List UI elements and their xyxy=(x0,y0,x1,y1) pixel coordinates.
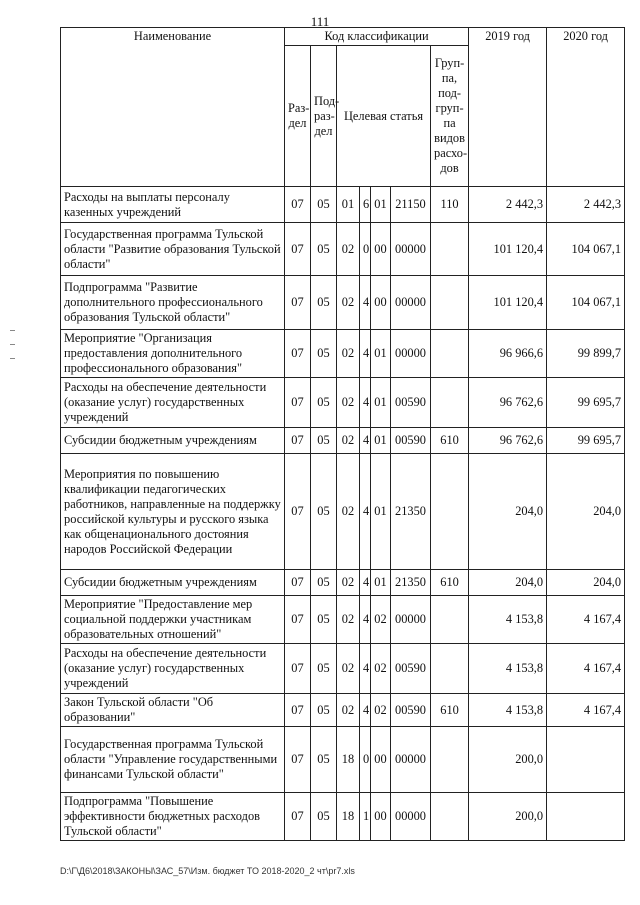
header-year-2019: 2019 год xyxy=(469,28,547,187)
budget-table xyxy=(60,27,625,841)
cell-podrazdel: 05 xyxy=(311,276,337,330)
cell-target-program: 02 xyxy=(337,276,360,330)
cell-target-program: 01 xyxy=(337,187,360,223)
cell-amount-2020: 104 067,1 xyxy=(547,276,625,330)
cell-expense-group xyxy=(431,454,469,570)
cell-amount-2020: 99 695,7 xyxy=(547,378,625,428)
header-target-article: Целевая статья xyxy=(337,46,431,187)
cell-target-event: 00 xyxy=(371,793,391,841)
cell-amount-2019: 96 762,6 xyxy=(469,378,547,428)
cell-amount-2020 xyxy=(547,793,625,841)
cell-target-program: 02 xyxy=(337,223,360,276)
table-row xyxy=(61,793,625,841)
cell-expense-group: 610 xyxy=(431,428,469,454)
cell-podrazdel: 05 xyxy=(311,596,337,644)
cell-target-subprogram: 1 xyxy=(360,793,371,841)
margin-mark xyxy=(10,358,15,359)
cell-name: Закон Тульской области "Об образовании" xyxy=(61,694,285,727)
cell-amount-2020: 204,0 xyxy=(547,454,625,570)
footer-file-path: D:\Г\Д6\2018\ЗАКОНЫ\ЗАС_57\Изм. бюджет ТО 2018-2020_2 чт\pr7.xls xyxy=(60,866,355,876)
cell-target-event: 02 xyxy=(371,644,391,694)
cell-name: Подпрограмма "Развитие дополнительного профессионального образования Тульской области" xyxy=(61,276,285,330)
page-number: 111 xyxy=(310,14,330,29)
header-razdel: Раз- дел xyxy=(285,46,311,187)
cell-podrazdel: 05 xyxy=(311,793,337,841)
cell-target-subprogram: 4 xyxy=(360,378,371,428)
cell-target-direction: 21150 xyxy=(391,187,431,223)
cell-target-subprogram: 4 xyxy=(360,454,371,570)
cell-expense-group xyxy=(431,378,469,428)
cell-razdel: 07 xyxy=(285,644,311,694)
cell-target-subprogram: 4 xyxy=(360,330,371,378)
cell-expense-group: 610 xyxy=(431,694,469,727)
cell-target-subprogram: 4 xyxy=(360,428,371,454)
cell-target-direction: 21350 xyxy=(391,454,431,570)
cell-razdel: 07 xyxy=(285,570,311,596)
cell-target-subprogram: 4 xyxy=(360,570,371,596)
cell-razdel: 07 xyxy=(285,276,311,330)
header-code: Код классификации xyxy=(285,28,469,46)
cell-name: Мероприятие "Организация предоставления дополнительного профессионального образования" xyxy=(61,330,285,378)
cell-amount-2019: 4 153,8 xyxy=(469,694,547,727)
cell-target-program: 02 xyxy=(337,330,360,378)
cell-target-event: 00 xyxy=(371,276,391,330)
cell-amount-2019: 2 442,3 xyxy=(469,187,547,223)
cell-expense-group: 110 xyxy=(431,187,469,223)
cell-target-direction: 00000 xyxy=(391,727,431,793)
cell-razdel: 07 xyxy=(285,454,311,570)
cell-name: Подпрограмма "Повышение эффективности бюджетных расходов Тульской области" xyxy=(61,793,285,841)
cell-expense-group xyxy=(431,330,469,378)
cell-amount-2020: 104 067,1 xyxy=(547,223,625,276)
cell-expense-group xyxy=(431,644,469,694)
cell-razdel: 07 xyxy=(285,187,311,223)
cell-podrazdel: 05 xyxy=(311,694,337,727)
cell-razdel: 07 xyxy=(285,428,311,454)
cell-target-program: 18 xyxy=(337,793,360,841)
cell-amount-2019: 204,0 xyxy=(469,570,547,596)
table-body xyxy=(61,187,625,841)
cell-podrazdel: 05 xyxy=(311,330,337,378)
cell-podrazdel: 05 xyxy=(311,644,337,694)
cell-target-program: 02 xyxy=(337,644,360,694)
cell-amount-2020: 2 442,3 xyxy=(547,187,625,223)
cell-target-event: 01 xyxy=(371,330,391,378)
cell-target-direction: 00000 xyxy=(391,276,431,330)
cell-expense-group xyxy=(431,223,469,276)
table-row xyxy=(61,223,625,276)
cell-target-direction: 00590 xyxy=(391,694,431,727)
cell-target-program: 02 xyxy=(337,570,360,596)
header-year-2020: 2020 год xyxy=(547,28,625,187)
cell-razdel: 07 xyxy=(285,378,311,428)
cell-amount-2019: 200,0 xyxy=(469,727,547,793)
cell-target-event: 02 xyxy=(371,694,391,727)
cell-razdel: 07 xyxy=(285,793,311,841)
cell-target-direction: 00590 xyxy=(391,378,431,428)
cell-podrazdel: 05 xyxy=(311,223,337,276)
table-row xyxy=(61,428,625,454)
table-row xyxy=(61,454,625,570)
cell-target-program: 02 xyxy=(337,454,360,570)
cell-amount-2019: 204,0 xyxy=(469,454,547,570)
cell-podrazdel: 05 xyxy=(311,727,337,793)
cell-expense-group xyxy=(431,727,469,793)
table-row xyxy=(61,330,625,378)
table-row xyxy=(61,727,625,793)
cell-amount-2019: 4 153,8 xyxy=(469,644,547,694)
cell-expense-group xyxy=(431,276,469,330)
cell-target-direction: 00590 xyxy=(391,644,431,694)
cell-expense-group xyxy=(431,793,469,841)
cell-target-direction: 00000 xyxy=(391,596,431,644)
cell-podrazdel: 05 xyxy=(311,570,337,596)
cell-amount-2019: 101 120,4 xyxy=(469,223,547,276)
cell-name: Мероприятия по повышению квалификации педагогических работников, направленные на поддержку российской культуры и русского языка как общенационального достояния народов Российской Федерации xyxy=(61,454,285,570)
cell-amount-2019: 101 120,4 xyxy=(469,276,547,330)
header-name: Наименование xyxy=(61,28,285,187)
cell-name: Государственная программа Тульской области "Управление государственными финансами Тульской области" xyxy=(61,727,285,793)
cell-amount-2019: 96 762,6 xyxy=(469,428,547,454)
cell-name: Субсидии бюджетным учреждениям xyxy=(61,570,285,596)
cell-expense-group: 610 xyxy=(431,570,469,596)
cell-target-event: 01 xyxy=(371,187,391,223)
cell-target-direction: 21350 xyxy=(391,570,431,596)
table-row xyxy=(61,694,625,727)
margin-mark xyxy=(10,330,15,331)
cell-podrazdel: 05 xyxy=(311,454,337,570)
cell-amount-2020: 99 899,7 xyxy=(547,330,625,378)
cell-target-event: 01 xyxy=(371,428,391,454)
table-row xyxy=(61,644,625,694)
cell-target-subprogram: 4 xyxy=(360,694,371,727)
cell-podrazdel: 05 xyxy=(311,378,337,428)
cell-target-direction: 00000 xyxy=(391,793,431,841)
cell-amount-2020 xyxy=(547,727,625,793)
cell-razdel: 07 xyxy=(285,727,311,793)
cell-razdel: 07 xyxy=(285,330,311,378)
cell-target-event: 01 xyxy=(371,454,391,570)
cell-amount-2020: 4 167,4 xyxy=(547,596,625,644)
cell-expense-group xyxy=(431,596,469,644)
cell-target-event: 01 xyxy=(371,378,391,428)
cell-razdel: 07 xyxy=(285,223,311,276)
cell-target-direction: 00000 xyxy=(391,330,431,378)
cell-target-program: 02 xyxy=(337,378,360,428)
cell-name: Расходы на выплаты персоналу казенных учреждений xyxy=(61,187,285,223)
cell-target-subprogram: 0 xyxy=(360,223,371,276)
header-podrazdel: Под- раз- дел xyxy=(311,46,337,187)
cell-target-subprogram: 0 xyxy=(360,727,371,793)
cell-amount-2020: 4 167,4 xyxy=(547,644,625,694)
table-row xyxy=(61,596,625,644)
cell-target-program: 02 xyxy=(337,428,360,454)
cell-target-event: 01 xyxy=(371,570,391,596)
table-row xyxy=(61,187,625,223)
table-row xyxy=(61,378,625,428)
cell-podrazdel: 05 xyxy=(311,428,337,454)
cell-amount-2020: 4 167,4 xyxy=(547,694,625,727)
cell-target-event: 02 xyxy=(371,596,391,644)
cell-podrazdel: 05 xyxy=(311,187,337,223)
cell-target-program: 18 xyxy=(337,727,360,793)
cell-target-subprogram: 6 xyxy=(360,187,371,223)
cell-razdel: 07 xyxy=(285,596,311,644)
cell-amount-2019: 4 153,8 xyxy=(469,596,547,644)
cell-target-event: 00 xyxy=(371,727,391,793)
cell-target-event: 00 xyxy=(371,223,391,276)
cell-target-subprogram: 4 xyxy=(360,596,371,644)
cell-name: Государственная программа Тульской области "Развитие образования Тульской области" xyxy=(61,223,285,276)
header-expense-group: Груп- па, под- груп- па видов расхо- дов xyxy=(431,46,469,187)
cell-amount-2020: 204,0 xyxy=(547,570,625,596)
table-row xyxy=(61,570,625,596)
cell-name: Мероприятие "Предоставление мер социальной поддержки участникам образовательных отношений" xyxy=(61,596,285,644)
cell-target-subprogram: 4 xyxy=(360,644,371,694)
cell-name: Субсидии бюджетным учреждениям xyxy=(61,428,285,454)
cell-amount-2019: 96 966,6 xyxy=(469,330,547,378)
table-row xyxy=(61,276,625,330)
cell-target-direction: 00590 xyxy=(391,428,431,454)
cell-name: Расходы на обеспечение деятельности (оказание услуг) государственных учреждений xyxy=(61,644,285,694)
cell-razdel: 07 xyxy=(285,694,311,727)
cell-name: Расходы на обеспечение деятельности (оказание услуг) государственных учреждений xyxy=(61,378,285,428)
cell-target-program: 02 xyxy=(337,596,360,644)
cell-target-direction: 00000 xyxy=(391,223,431,276)
cell-amount-2020: 99 695,7 xyxy=(547,428,625,454)
margin-mark xyxy=(10,344,15,345)
cell-amount-2019: 200,0 xyxy=(469,793,547,841)
cell-target-subprogram: 4 xyxy=(360,276,371,330)
cell-target-program: 02 xyxy=(337,694,360,727)
